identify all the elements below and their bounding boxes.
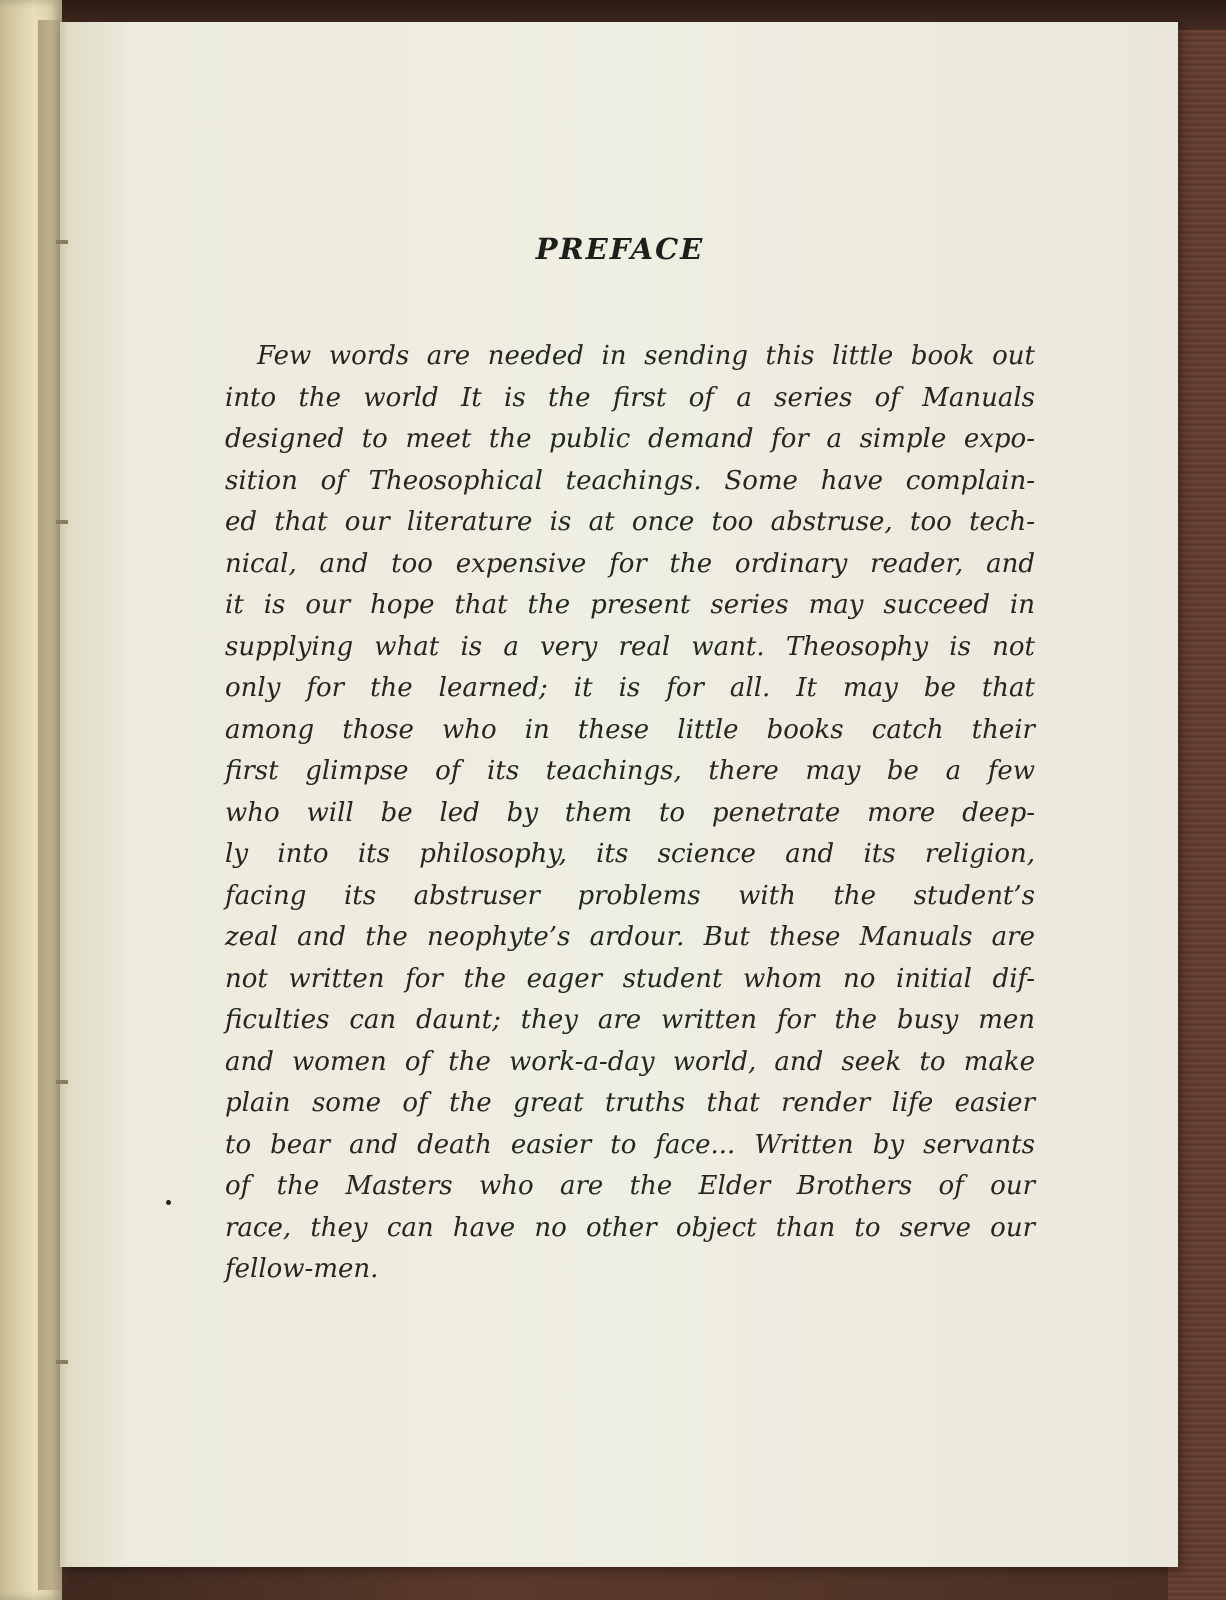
text-line: race, they can have no other object than to serve our <box>225 1212 1035 1243</box>
page-heading: PREFACE <box>535 232 705 266</box>
binding-thread-mark <box>56 520 68 524</box>
binding-thread-mark <box>56 1360 68 1364</box>
text-line: who will be led by them to penetrate more deep- <box>225 797 1035 828</box>
text-line: plain some of the great truths that render life easier <box>225 1088 1035 1118</box>
text-line: designed to meet the public demand for a simple expo- <box>225 424 1035 454</box>
ink-speck <box>166 1200 171 1205</box>
text-line: zeal and the neophyte’s ardour. But these Manuals are <box>225 922 1035 952</box>
text-line: into the world It is the first of a series of Manuals <box>225 382 1035 413</box>
text-line: sition of Theosophical teachings. Some have complain- <box>225 465 1035 496</box>
text-line: among those who in these little books catch their <box>225 714 1035 745</box>
text-line: fellow-men. <box>225 1254 379 1284</box>
binding-thread-mark <box>56 1080 68 1084</box>
text-line: supplying what is a very real want. Theosophy is not <box>225 631 1035 662</box>
text-line: of the Masters who are the Elder Brothers of our <box>225 1171 1035 1201</box>
text-line: only for the learned; it is for all. It may be that <box>225 673 1035 703</box>
text-line: facing its abstruser problems with the student’s <box>225 880 1035 911</box>
text-line: ly into its philosophy, its science and its religion, <box>225 839 1035 869</box>
preface-text <box>225 336 1035 1291</box>
text-line: Few words are needed in sending this little book out <box>257 341 1035 371</box>
text-line: nical, and too expensive for the ordinary reader, and <box>225 548 1035 579</box>
text-line: to bear and death easier to face... Written by servants <box>225 1129 1035 1160</box>
text-line: ficulties can daunt; they are written for the busy men <box>225 1005 1035 1035</box>
text-line: first glimpse of its teachings, there may be a few <box>225 756 1035 786</box>
text-line: and women of the work-a-day world, and seek to make <box>225 1046 1035 1077</box>
text-line: it is our hope that the present series may succeed in <box>225 590 1035 620</box>
text-line: ed that our literature is at once too abstruse, too tech- <box>225 507 1035 537</box>
text-line: not written for the eager student whom no initial dif- <box>225 963 1035 994</box>
